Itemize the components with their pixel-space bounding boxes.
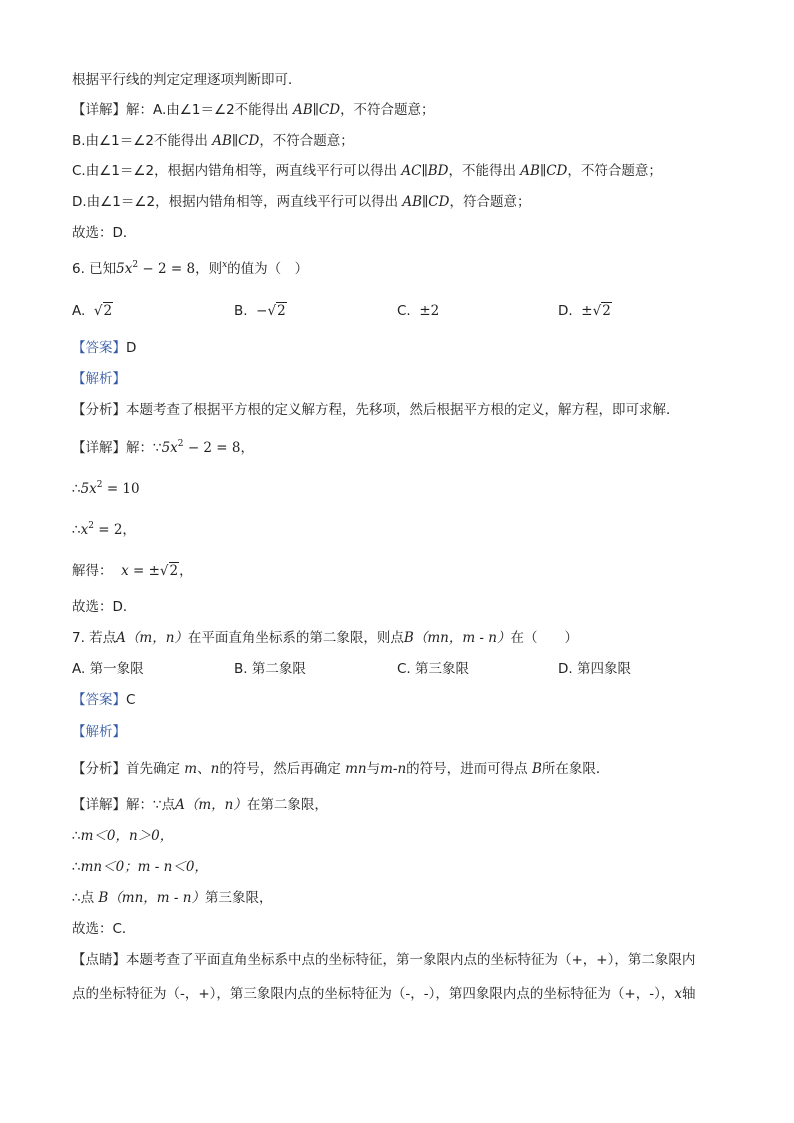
question-6 [72, 259, 732, 279]
math: mn＜0；m - n＜0， [80, 859, 208, 875]
math: 2 [169, 563, 179, 579]
math: ± [581, 303, 593, 319]
analyze-tag: 【分析】 [72, 402, 126, 418]
analysis-line [72, 722, 732, 742]
math: AB [212, 133, 232, 149]
text: ，符合题意； [449, 194, 531, 210]
text-line [72, 520, 732, 540]
math: ∥ [231, 133, 239, 149]
text: 解：∵点 [126, 797, 176, 813]
text: ，不符合题意； [567, 163, 662, 179]
text-line [72, 857, 732, 877]
math: 2 [132, 260, 139, 270]
text: B.由∠1＝∠2不能得出 [72, 133, 208, 149]
text: ∴ [72, 481, 81, 497]
text-line [72, 919, 732, 939]
text: ， [179, 563, 193, 579]
text-line [72, 795, 732, 815]
text: 解得： [72, 563, 113, 579]
math: CD [238, 133, 260, 149]
text: 本题考查了平面直角坐标系中点的坐标特征，第一象限内点的坐标特征为（+，+），第二象限内 [126, 952, 696, 968]
option-c [397, 659, 469, 679]
text-line [72, 561, 732, 581]
sqrt: √2 [592, 303, 611, 319]
math: x = ± [121, 563, 160, 579]
text: ∴ [72, 890, 81, 906]
text-line [72, 759, 732, 779]
text: 故选：D． [72, 225, 137, 241]
point-tag: 【点睛】 [72, 952, 126, 968]
math: − 2 = 8， [183, 440, 254, 456]
text: 解：A.由∠1＝∠2不能得出 [126, 102, 289, 118]
math: m＜0，n＞0， [80, 828, 174, 844]
text: 、 [197, 761, 211, 777]
math: （m，n） [184, 797, 247, 813]
text: B. 第二象限 [234, 661, 306, 677]
math: AB [402, 194, 423, 210]
math: = 10 [102, 481, 140, 497]
math: 2 [177, 439, 184, 449]
math: CD [318, 102, 341, 118]
math: CD [546, 163, 568, 179]
option-c [397, 301, 439, 321]
text-line [72, 161, 732, 181]
text: 6. 已知 [72, 261, 117, 277]
detail-tag: 【详解】 [72, 440, 126, 456]
text: C. 第三象限 [397, 661, 470, 677]
math: − [256, 303, 268, 319]
text: ，不符合题意； [340, 102, 435, 118]
math: 5x [116, 261, 133, 277]
math: x [80, 522, 89, 538]
analysis-line [72, 369, 732, 389]
text: A. [72, 303, 86, 319]
text: 7. 若点 [72, 630, 117, 646]
text: 的值为（ ） [227, 261, 309, 277]
answer-line [72, 338, 732, 358]
math: A [175, 797, 185, 813]
text: 故选：D． [72, 599, 137, 615]
math: ∥ [422, 194, 429, 210]
text: 点的坐标特征为（-，+），第三象限内点的坐标特征为（-，-），第四象限内点的坐标特征为（+，-）， [72, 986, 675, 1002]
text: 在第二象限， [246, 797, 328, 813]
text: D.由∠1＝∠2，根据内错角相等，两直线平行可以得出 [72, 194, 399, 210]
text-line [72, 131, 732, 151]
option-d [558, 659, 631, 679]
math: AB [520, 163, 540, 179]
text-line [72, 223, 732, 243]
math: （mn，m - n） [108, 890, 205, 906]
text: 解：∵ [126, 440, 162, 456]
option-a [72, 659, 144, 679]
math: （m，n） [125, 630, 188, 646]
text: 本题考查了根据平方根的定义解方程，先移项，然后根据平方根的定义，解方程，即可求解． [126, 402, 680, 418]
answer-tag: 【答案】 [72, 692, 126, 708]
math: = 2， [93, 522, 136, 538]
math: 2 [277, 303, 286, 319]
math: x [674, 986, 682, 1002]
text: B. [234, 303, 248, 319]
text-line [72, 438, 732, 458]
math: BD [427, 163, 449, 179]
text-line [72, 192, 732, 212]
text-line [72, 597, 732, 617]
text: 的符号，进而可得点 [406, 761, 528, 777]
text: C. [397, 303, 411, 319]
math: AB [292, 102, 313, 118]
text: 轴 [681, 986, 696, 1002]
text-line [72, 70, 732, 90]
text-line [72, 950, 732, 970]
text: D [126, 340, 137, 356]
option-d [558, 301, 612, 321]
text: 首先确定 [126, 761, 180, 777]
answer-tag: 【答案】 [72, 340, 126, 356]
math: ∥ [539, 163, 547, 179]
text: 在（ ） [510, 630, 578, 646]
option-b [234, 301, 287, 321]
math: 5x [80, 481, 97, 497]
answer-line [72, 690, 732, 710]
math: B [403, 630, 414, 646]
text: ，不能得出 [448, 163, 516, 179]
text: C.由∠1＝∠2，根据内错角相等，两直线平行可以得出 [72, 163, 398, 179]
text-line [72, 984, 732, 1004]
math: CD [428, 194, 450, 210]
math: 2 [602, 303, 611, 319]
math: A [116, 630, 126, 646]
text: 根据平行线的判定定理逐项判断即可． [72, 72, 302, 88]
math: m [184, 761, 198, 777]
option-b [234, 659, 306, 679]
text: ∴ [72, 859, 81, 875]
detail-tag: 【详解】 [72, 797, 126, 813]
math: ∥ [421, 163, 428, 179]
text: C [126, 692, 136, 708]
math: n [210, 761, 220, 777]
math: B [531, 761, 542, 777]
text: D. 第四象限 [558, 661, 631, 677]
text: 所在象限． [541, 761, 610, 777]
text-line [72, 100, 732, 120]
text: 与 [366, 761, 381, 777]
analyze-tag: 【分析】 [72, 761, 126, 777]
math: AC [401, 163, 422, 179]
text: A. 第一象限 [72, 661, 144, 677]
sqrt: √2 [267, 303, 286, 319]
math: （mn，m - n） [413, 630, 511, 646]
math: x [222, 260, 228, 270]
sqrt: √2 [159, 563, 179, 579]
text-line [72, 400, 732, 420]
option-a [72, 301, 113, 321]
math: 2 [88, 521, 94, 531]
analysis-tag: 【解析】 [72, 371, 126, 387]
text: ∴ [72, 828, 81, 844]
analysis-tag: 【解析】 [72, 724, 126, 740]
math: 2 [103, 303, 113, 319]
text: 点 [80, 890, 95, 906]
sqrt: √2 [93, 303, 113, 319]
math: ∥ [312, 102, 319, 118]
math: 2 [96, 480, 103, 490]
text: ∴ [72, 522, 81, 538]
math: 5x [161, 440, 178, 456]
text: D. [558, 303, 573, 319]
text: ，不符合题意； [259, 133, 354, 149]
text: 故选：C． [72, 921, 136, 937]
text: 第三象限， [204, 890, 273, 906]
math: m-n [380, 761, 407, 777]
text-line [72, 888, 732, 908]
math: − 2 = 8，则 [138, 261, 223, 277]
text: 在平面直角坐标系的第二象限，则点 [187, 630, 404, 646]
math: B [98, 890, 109, 906]
text-line [72, 479, 732, 499]
text: 的符号，然后再确定 [219, 761, 341, 777]
text-line [72, 826, 732, 846]
math: mn [345, 761, 367, 777]
math: ±2 [419, 303, 440, 319]
detail-tag: 【详解】 [72, 102, 126, 118]
question-7 [72, 628, 732, 648]
